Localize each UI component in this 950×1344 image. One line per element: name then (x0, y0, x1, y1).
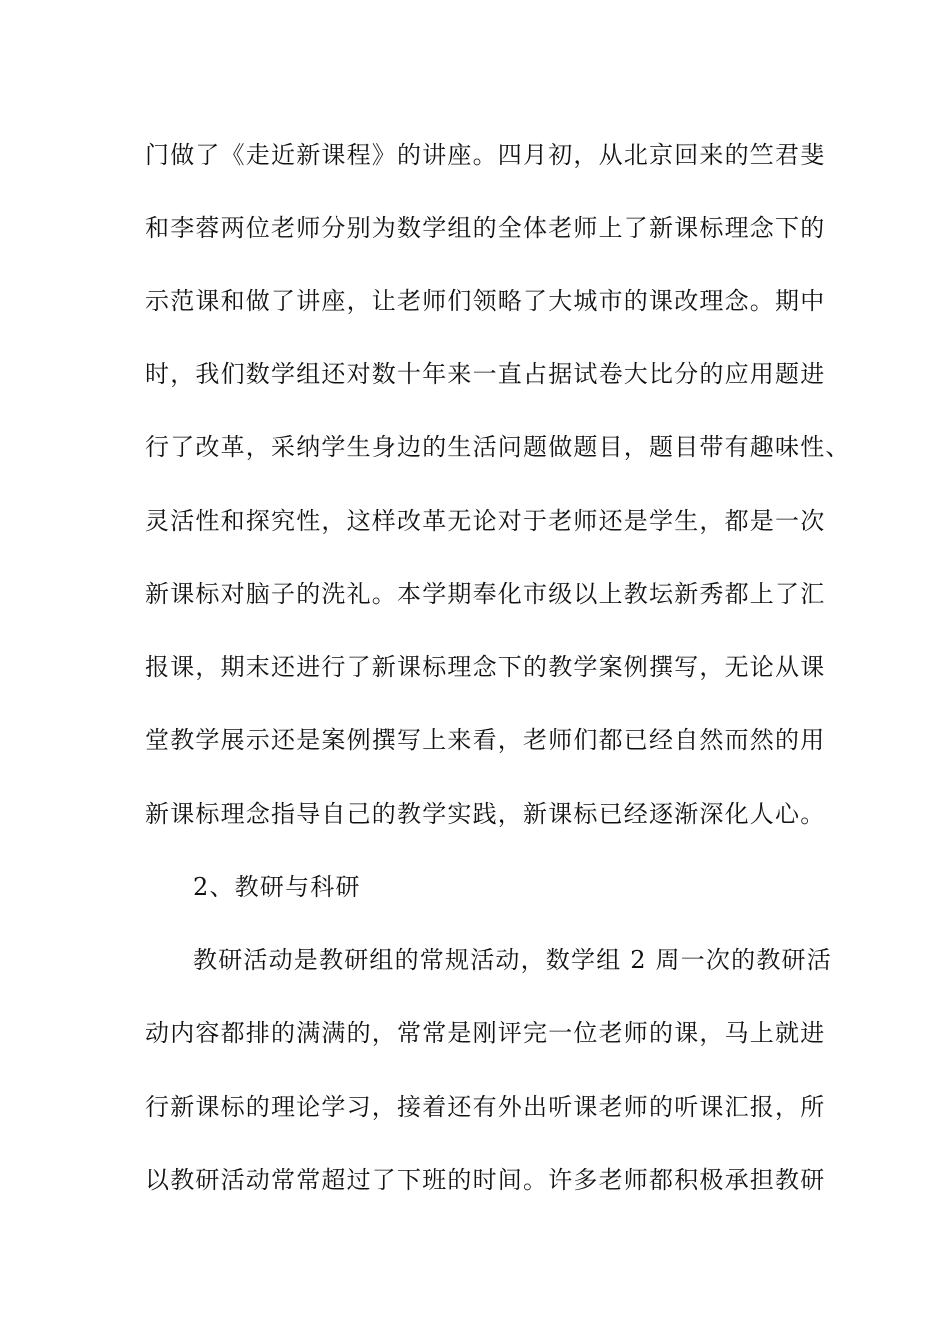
paragraph-line: 行新课标的理论学习，接着还有外出听课老师的听课汇报，所 (145, 1093, 826, 1121)
paragraph-line: 动内容都排的满满的，常常是刚评完一位老师的课，马上就进 (145, 1019, 826, 1047)
paragraph-line: 堂教学展示还是案例撰写上来看，老师们都已经自然而然的用 (145, 726, 826, 754)
paragraph-line: 教研活动是教研组的常规活动，数学组 2 周一次的教研活 (193, 946, 832, 974)
paragraph-line: 以教研活动常常超过了下班的时间。许多老师都积极承担教研 (145, 1166, 826, 1194)
paragraph-line: 示范课和做了讲座，让老师们领略了大城市的课改理念。期中 (145, 287, 826, 315)
paragraph-line: 新课标对脑子的洗礼。本学期奉化市级以上教坛新秀都上了汇 (145, 580, 826, 608)
paragraph-line: 和李蓉两位老师分别为数学组的全体老师上了新课标理念下的 (145, 214, 826, 242)
paragraph-line: 行了改革，采纳学生身边的生活问题做题目，题目带有趣味性、 (145, 433, 851, 461)
paragraph-line: 新课标理念指导自己的教学实践，新课标已经逐渐深化人心。 (145, 800, 826, 828)
section-heading: 2、教研与科研 (193, 873, 361, 901)
paragraph-line: 时，我们数学组还对数十年来一直占据试卷大比分的应用题进 (145, 360, 826, 388)
paragraph-line: 门做了《走近新课程》的讲座。四月初，从北京回来的竺君斐 (145, 141, 826, 169)
paragraph-line: 报课，期末还进行了新课标理念下的教学案例撰写，无论从课 (145, 653, 826, 681)
paragraph-line: 灵活性和探究性，这样改革无论对于老师还是学生，都是一次 (145, 507, 826, 535)
